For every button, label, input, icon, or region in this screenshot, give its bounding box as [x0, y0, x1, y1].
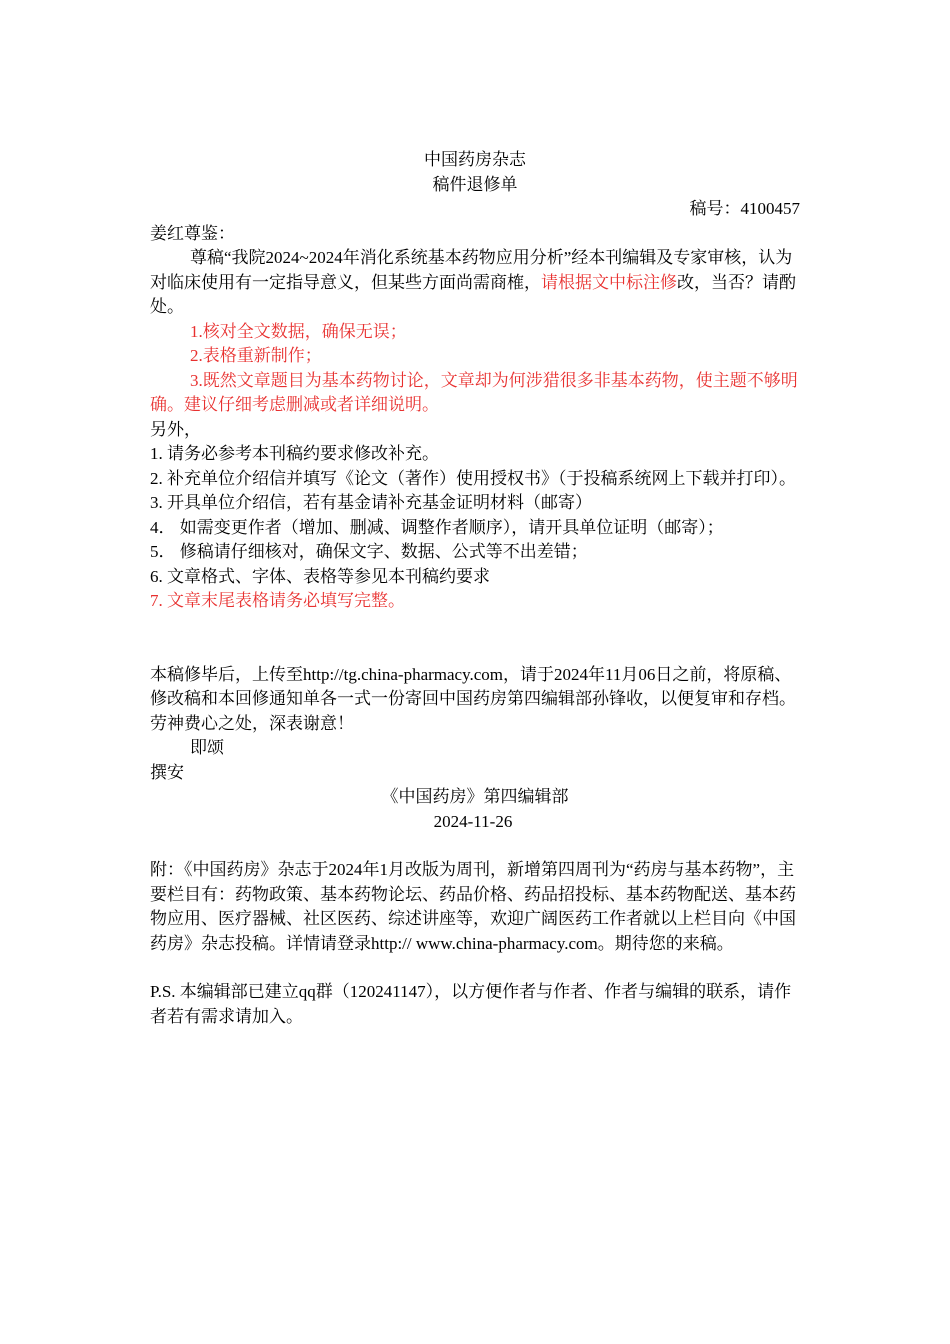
revision-notice-document	[150, 148, 800, 1029]
salutation-2: 撰安	[150, 762, 184, 782]
revision-item-1: 1.核对全文数据，确保无误；	[190, 321, 407, 341]
spacer	[150, 956, 800, 980]
intro-paragraph	[150, 246, 800, 320]
additional-item-5: 5． 修稿请仔细核对，确保文字、数据、公式等不出差错；	[150, 542, 588, 561]
additional-item-4: 4． 如需变更作者（增加、删减、调整作者顺序），请开具单位证明（邮寄）；	[150, 517, 724, 537]
additional-item-2: 2. 补充单位介绍信并填写《论文（著作）使用授权书》（于投稿系统网上下载并打印）。	[150, 468, 796, 488]
intro-text-end: 改，当否？请酌处。	[150, 272, 796, 316]
additional-item-1: 1. 请务必参考本刊稿约要求修改补充。	[150, 444, 439, 463]
intro-highlight: 请根据文中标注修	[541, 272, 677, 292]
spacer	[150, 614, 800, 663]
salutation-1: 即颂	[190, 738, 224, 757]
signature-department: 《中国药房》第四编辑部	[381, 787, 569, 806]
ps-paragraph: P.S. 本编辑部已建立qq群（120241147），以方便作者与作者、作者与编辑的联系，请作者若有需求请加入。	[150, 982, 792, 1026]
additional-item-3: 3. 开具单位介绍信，若有基金请补充基金证明材料（邮寄）	[150, 493, 592, 512]
journal-title: 中国药房杂志	[424, 150, 526, 169]
manuscript-number: 稿号：4100457	[689, 199, 800, 218]
form-title: 稿件退修单	[432, 174, 518, 194]
closing-paragraph: 本稿修毕后，上传至http://tg.china-pharmacy.com，请于2024年11月06日之前，将原稿、修改稿和本回修通知单各一式一份寄回中国药房第四编辑部孙锋收，以便复审和存档。劳神费心之处，深表谢意！	[150, 664, 796, 733]
greeting: 姜红尊鉴：	[150, 223, 235, 243]
spacer	[150, 834, 800, 858]
additional-label: 另外，	[150, 419, 201, 439]
additional-item-6: 6. 文章格式、字体、表格等参见本刊稿约要求	[150, 566, 490, 586]
revision-item-3: 3.既然文章题目为基本药物讨论，文章却为何涉猎很多非基本药物，使主题不够明确。建议仔细考虑删减或者详细说明。	[150, 370, 798, 414]
intro-text: 尊稿“我院2024~2024年消化系统基本药物应用分析”经本刊编辑及专家审核，认为对临床使用有一定指导意义，但某些方面尚需商榷，	[150, 248, 793, 292]
appendix-paragraph: 附：《中国药房》杂志于2024年1月改版为周刊，新增第四周刊为“药房与基本药物”，主要栏目有：药物政策、基本药物论坛、药品价格、药品招投标、基本药物配送、基本药物应用、医疗器械、社区医药、综述讲座等，欢迎广阔医药工作者就以上栏目向《中国药房》杂志投稿。详情请登录http:// www.china-pharmacy.com。期待您的来稿。	[150, 860, 796, 953]
revision-item-2: 2.表格重新制作；	[190, 346, 322, 365]
signature-date: 2024-11-26	[433, 811, 513, 831]
additional-item-7: 7. 文章末尾表格请务必填写完整。	[150, 591, 405, 610]
